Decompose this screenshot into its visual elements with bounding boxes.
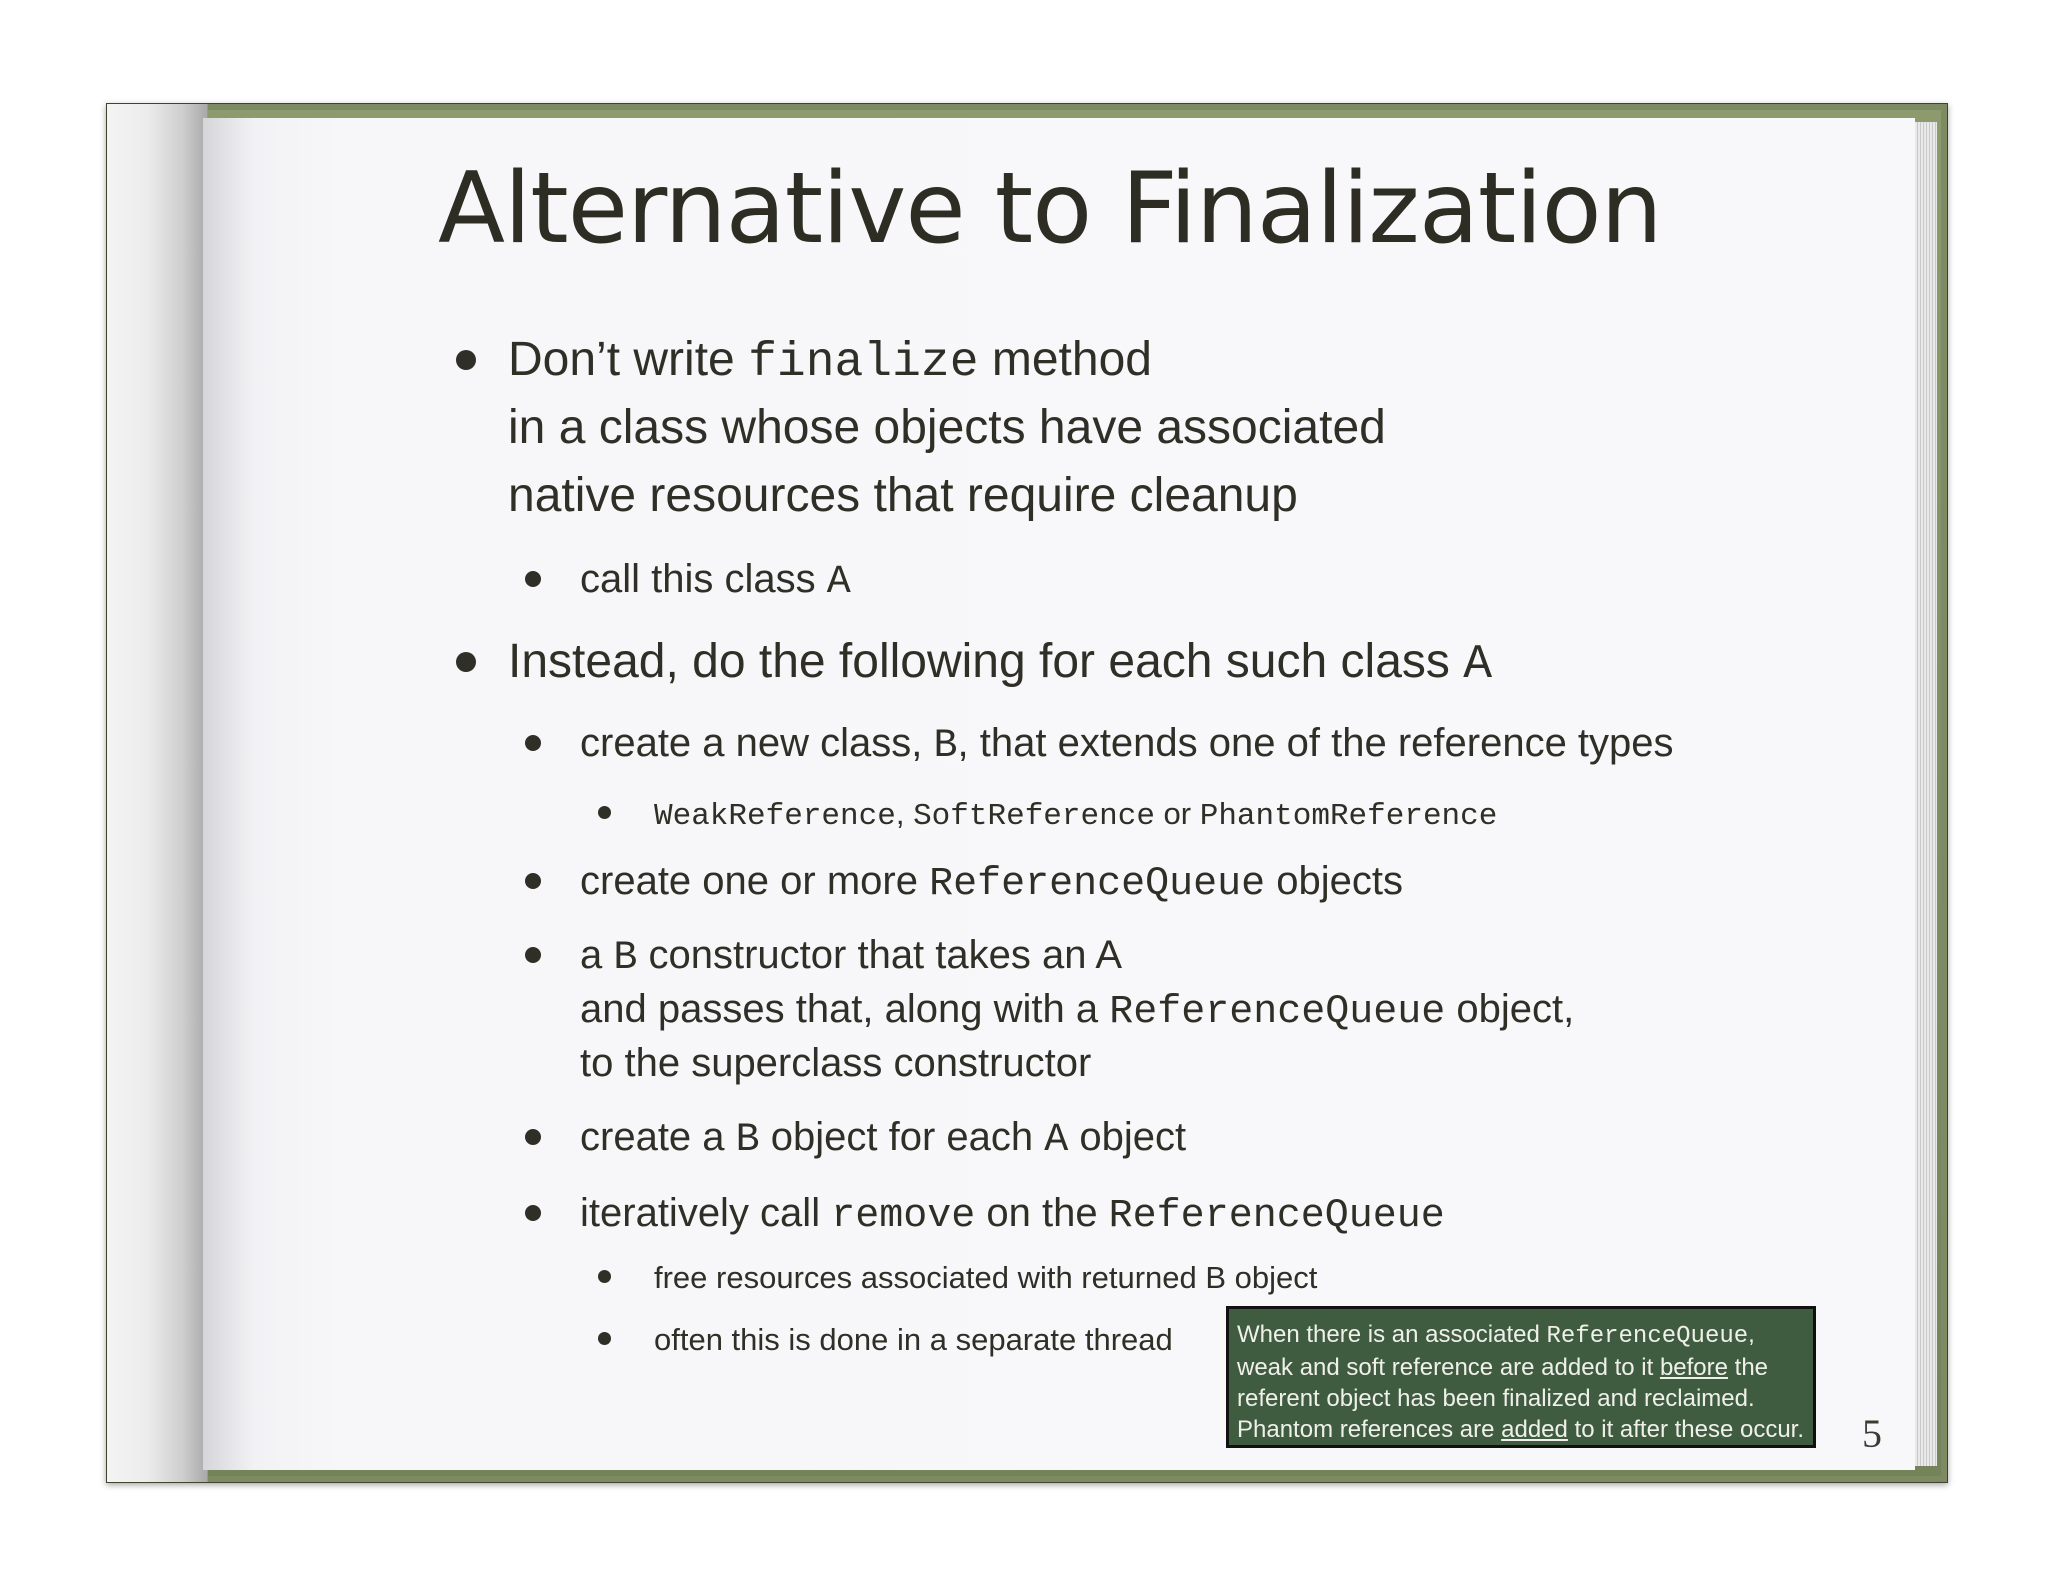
text: , — [1748, 1321, 1755, 1348]
code-a: A — [1044, 1118, 1069, 1163]
text: Instead, do the following for each such class — [508, 635, 1464, 688]
bullet-dot — [598, 1270, 611, 1283]
text: , that extends one of the reference types — [957, 721, 1674, 765]
note-line-1 — [1237, 1319, 1813, 1352]
text: or — [1154, 796, 1200, 831]
code-referencequeue: ReferenceQueue — [1109, 990, 1446, 1035]
sub-bullet-line-2 — [580, 982, 1574, 1040]
text: create a — [580, 1115, 736, 1159]
text: Phantom references are — [1237, 1416, 1502, 1443]
bullet-dot — [525, 947, 541, 963]
bullet-line-2: in a class whose objects have associated — [508, 401, 1386, 454]
code-referencequeue: ReferenceQueue — [929, 862, 1266, 907]
code-referencequeue: ReferenceQueue — [1108, 1194, 1445, 1239]
code-referencequeue: ReferenceQueue — [1546, 1323, 1749, 1350]
text: object for each — [759, 1115, 1045, 1159]
sub-sub-bullet-separate-thread: often this is done in a separate thread — [654, 1322, 1173, 1357]
sub-bullet-line-3: to the superclass constructor — [580, 1041, 1092, 1085]
sub-bullet-create-referencequeue — [580, 854, 1403, 912]
text: weak and soft reference are added to it — [1237, 1354, 1660, 1381]
code-weakreference: WeakReference — [654, 799, 896, 834]
text: to it after these occur. — [1567, 1416, 1805, 1443]
sub-bullet-create-b-object — [580, 1110, 1186, 1168]
bullet-dot — [525, 735, 541, 751]
code-a: A — [826, 560, 851, 605]
bullet-instead — [508, 628, 1492, 699]
text: create one or more — [580, 859, 930, 903]
text: create a new class, — [580, 721, 934, 765]
text: a — [580, 933, 614, 977]
code-a: A — [1463, 638, 1493, 692]
bullet-dot — [456, 652, 476, 672]
text: , — [895, 796, 914, 831]
left-page — [107, 104, 208, 1482]
note-line-2 — [1237, 1352, 1813, 1383]
text: on the — [975, 1191, 1109, 1235]
text: method — [978, 333, 1152, 386]
bullet-dot — [456, 350, 476, 370]
code-phantomreference: PhantomReference — [1199, 799, 1498, 834]
sub-bullet-b-constructor — [580, 928, 1122, 986]
code-b: B — [613, 936, 638, 981]
reference-queue-note — [1226, 1306, 1816, 1448]
code-b: B — [735, 1118, 760, 1163]
bullet-line-3: native resources that require cleanup — [508, 469, 1298, 522]
underlined-added: added — [1501, 1416, 1568, 1443]
text: objects — [1265, 859, 1403, 903]
note-line-3: referent object has been finalized and reclaimed. — [1237, 1385, 1755, 1412]
underlined-before: before — [1659, 1354, 1728, 1381]
sub-bullet-create-class-b — [580, 716, 1674, 774]
text: constructor that takes an A — [637, 933, 1123, 977]
text: iteratively call — [580, 1191, 832, 1235]
sub-bullet-iteratively-call-remove — [580, 1186, 1445, 1244]
slide-title: Alternative to Finalization — [438, 152, 1662, 266]
code-b: B — [933, 724, 958, 769]
page-stack-edge — [1915, 122, 1937, 1466]
bullet-dot — [525, 1129, 541, 1145]
bullet-dot — [525, 1205, 541, 1221]
text: Don’t write — [508, 333, 749, 386]
text: object, — [1445, 987, 1575, 1031]
text: When there is an associated — [1237, 1321, 1547, 1348]
code-finalize: finalize — [748, 336, 979, 390]
code-softreference: SoftReference — [913, 799, 1155, 834]
bullet-dot — [525, 571, 541, 587]
sub-bullet-call-class-a — [580, 552, 851, 610]
bullet-dot — [598, 1332, 611, 1345]
bullet-dot — [598, 806, 611, 819]
sub-sub-bullet-free-resources: free resources associated with returned B object — [654, 1260, 1318, 1295]
page-number: 5 — [1862, 1411, 1882, 1456]
bullet-dot — [525, 873, 541, 889]
bullet-dont-write-finalize — [508, 326, 1152, 397]
text: call this class — [580, 557, 827, 601]
note-line-4 — [1237, 1414, 1813, 1445]
code-remove: remove — [831, 1194, 976, 1239]
sub-sub-bullet-reference-types — [654, 794, 1497, 837]
text: and passes that, along with a — [580, 987, 1110, 1031]
text: object — [1068, 1115, 1187, 1159]
text: the — [1728, 1354, 1769, 1381]
